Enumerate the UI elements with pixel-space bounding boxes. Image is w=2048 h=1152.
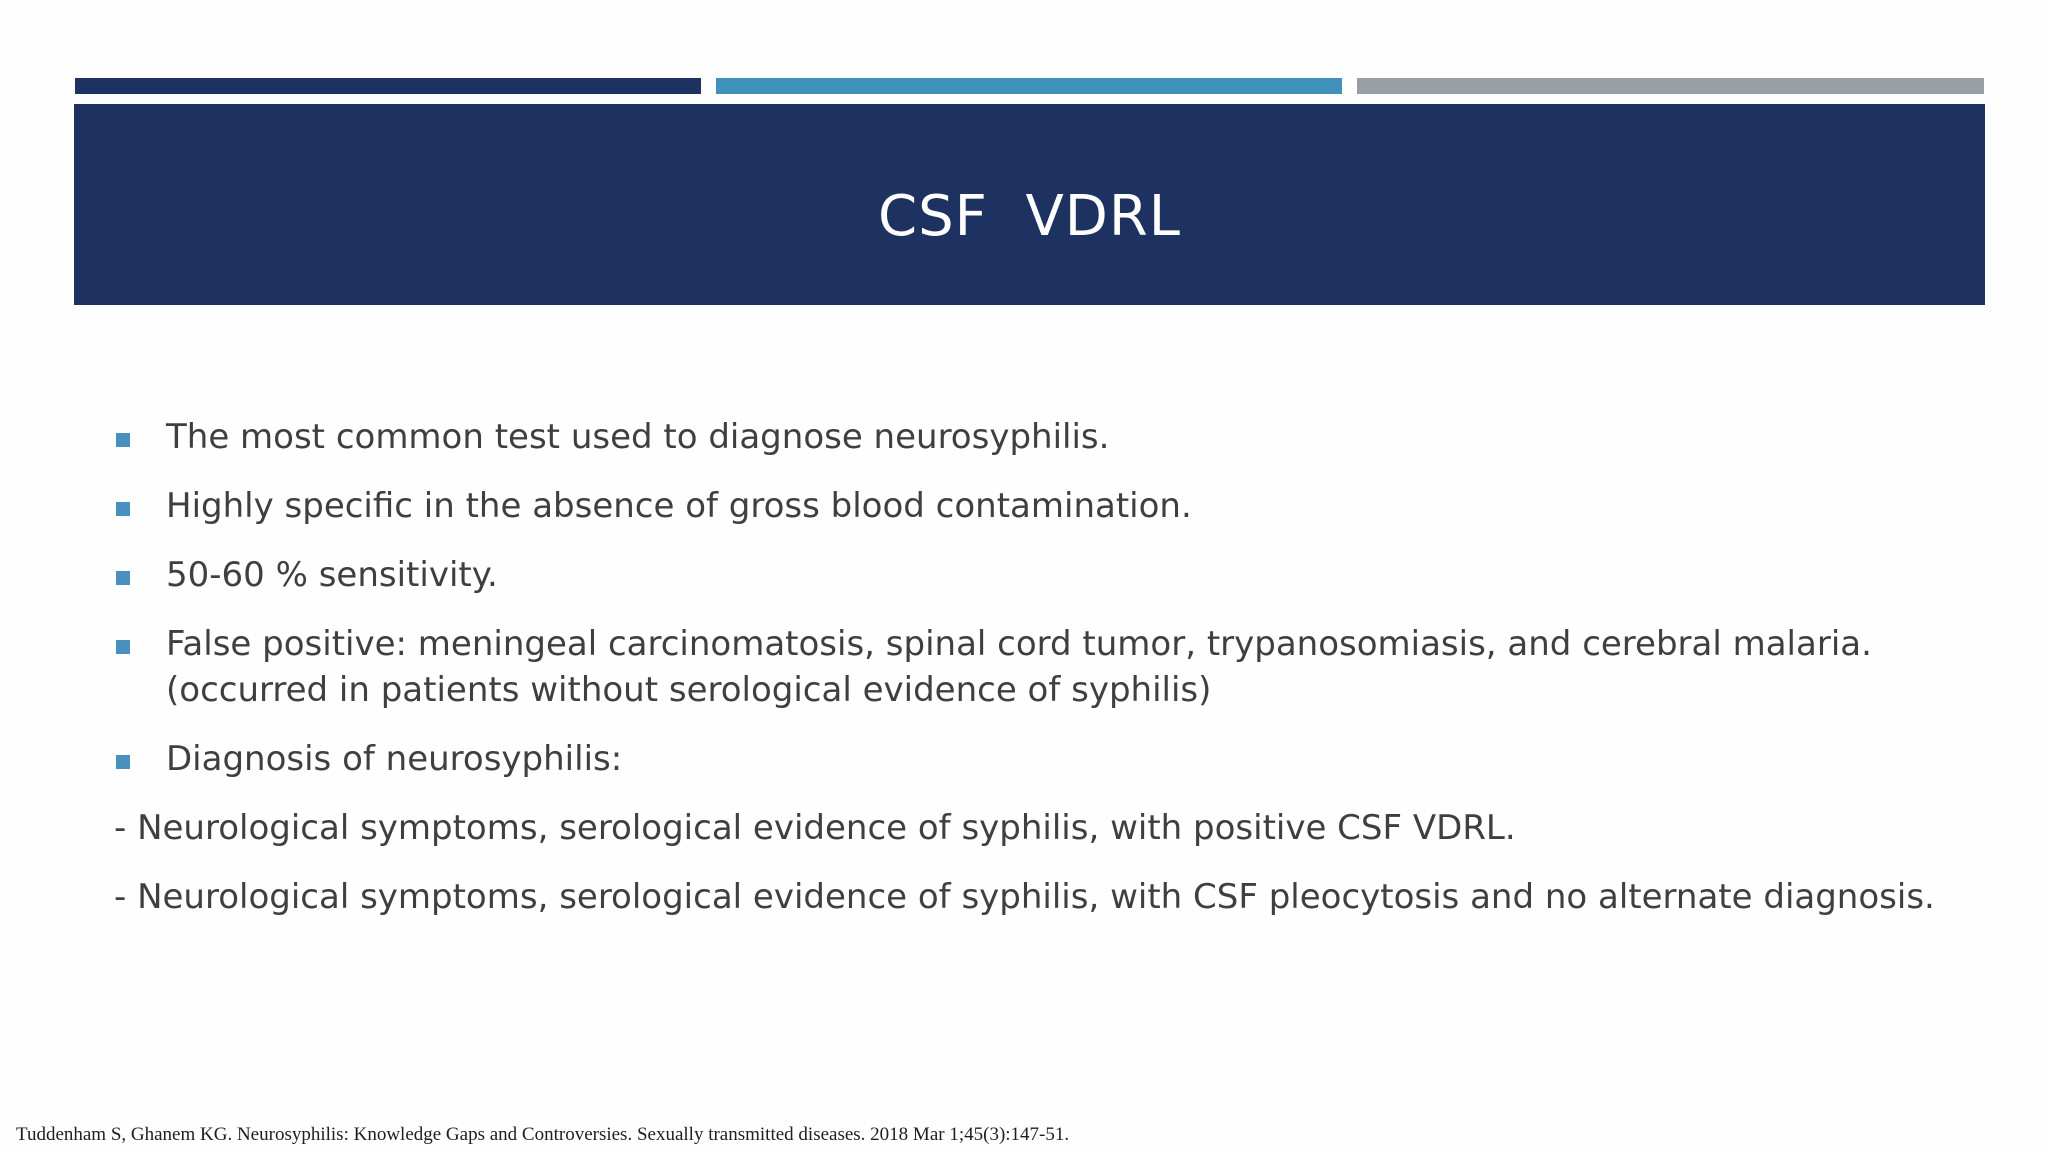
- bullet-item: [114, 552, 1974, 598]
- bullet-text: Highly specific in the absence of gross blood contamination.: [166, 486, 1192, 526]
- bullet-text: The most common test used to diagnose neurosyphilis.: [166, 417, 1110, 457]
- diagnosis-criteria-list: [114, 805, 1974, 920]
- slide-body: [114, 414, 1974, 943]
- square-bullet-icon: [116, 755, 130, 769]
- title-band: [74, 104, 1985, 305]
- bullet-item: [114, 621, 1974, 713]
- bullet-text: 50-60 % sensitivity.: [166, 555, 498, 595]
- square-bullet-icon: [116, 571, 130, 585]
- accent-bar-blue: [716, 78, 1342, 94]
- diagnosis-criterion: - Neurological symptoms, serological evidence of syphilis, with CSF pleocytosis and no alternate diagnosis.: [114, 877, 1935, 917]
- square-bullet-icon: [116, 502, 130, 516]
- square-bullet-icon: [116, 640, 130, 654]
- bullet-list: [114, 414, 1974, 782]
- bullet-item: [114, 736, 1974, 782]
- bullet-text: Diagnosis of neurosyphilis:: [166, 739, 623, 779]
- slide-title: CSF VDRL: [878, 184, 1181, 249]
- accent-bar-gray: [1357, 78, 1984, 94]
- bullet-text: False positive: meningeal carcinomatosis, spinal cord tumor, trypanosomiasis, and cerebral malaria.: [166, 624, 1872, 664]
- diagnosis-criterion: - Neurological symptoms, serological evidence of syphilis, with positive CSF VDRL.: [114, 808, 1516, 848]
- accent-bar-navy: [75, 78, 701, 94]
- bullet-item: [114, 414, 1974, 460]
- bullet-item: [114, 483, 1974, 529]
- square-bullet-icon: [116, 433, 130, 447]
- bullet-text: (occurred in patients without serological evidence of syphilis): [166, 670, 1212, 710]
- citation-footer: Tuddenham S, Ghanem KG. Neurosyphilis: Knowledge Gaps and Controversies. Sexually transmitted diseases. 2018 Mar 1;45(3):147-51.: [16, 1124, 1070, 1145]
